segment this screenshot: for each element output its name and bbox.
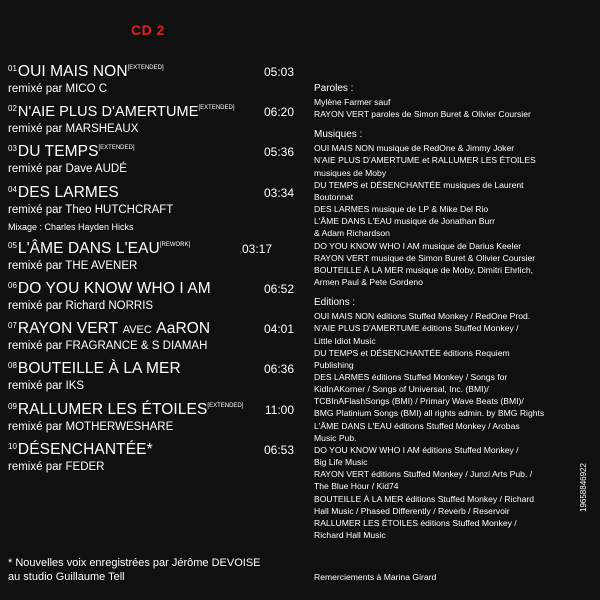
credit-line: Hall Music / Phased Differently / Reverb / Reservoir [314, 505, 510, 516]
credit-line: OUI MAIS NON éditions Stuffed Monkey / RedOne Prod. [314, 311, 531, 322]
credit-line: N'AIE PLUS D'AMERTUME et RALLUMER LES ÉTOILES [314, 155, 536, 166]
credit-line: Boutonnat [314, 191, 354, 202]
credit-line: L'ÂME DANS L'EAU musique de Jonathan Burr [314, 216, 495, 227]
track-remixer: remixé par MOTHERWESHARE [8, 420, 174, 433]
track-title: DO YOU KNOW WHO I AM [17, 279, 211, 297]
track-item [8, 102, 298, 137]
musiques-heading: Musiques : [314, 129, 363, 141]
track-remixer: remixé par MARSHEAUX [8, 123, 139, 136]
credit-line: Richard Hall Music [314, 530, 386, 540]
credit-line: DES LARMES éditions Stuffed Monkey / Songs for [314, 371, 508, 382]
track-title: DES LARMES [17, 183, 119, 201]
track-title: DU TEMPS [17, 143, 99, 161]
track-number: 02 [8, 104, 17, 114]
track-mixing-credit: Mixage : Charles Hayden Hicks [8, 221, 134, 232]
credit-line: RALLUMER LES ÉTOILES éditions Stuffed Monkey / [314, 517, 517, 528]
track-item [8, 62, 298, 97]
credit-line: DO YOU KNOW WHO I AM musique de Darius Keeler [314, 240, 522, 251]
track-number: 04 [8, 184, 17, 194]
credit-line: BMG Platinium Songs (BMI) all rights admin. by BMG Rights [314, 408, 545, 419]
track-title: BOUTEILLE À LA MER [17, 360, 181, 378]
credit-line: RAYON VERT paroles de Simon Buret & Olivier Coursier [314, 109, 531, 120]
track-tag: [EXTENDED] [198, 105, 235, 112]
track-item [8, 142, 298, 177]
track-duration: 06:36 [263, 362, 294, 377]
track-title: RALLUMER LES ÉTOILES [17, 400, 208, 418]
track-duration: 04:01 [263, 322, 294, 337]
credit-line: Music Pub. [314, 432, 357, 443]
track-item [8, 319, 298, 354]
thanks-line: Remerciements à Marina Girard [314, 572, 437, 582]
footnote-line: au studio Guillaume Tell [8, 571, 125, 583]
track-remixer: remixé par MICO C [8, 83, 108, 95]
credit-line: DES LARMES musique de LP & Mike Del Rio [314, 204, 489, 215]
track-tag: [EXTENDED] [127, 65, 164, 71]
credit-line: RAYON VERT éditions Stuffed Monkey / Junzi Arts Pub. / [314, 469, 533, 480]
track-duration: 03:17 [241, 241, 272, 256]
catalog-number: 19658846922 [579, 463, 588, 512]
track-remixer: remixé par THE AVENER [8, 259, 138, 272]
track-title: RAYON VERT [17, 320, 119, 338]
footnote-line: * Nouvelles voix enregistrées par Jérôme DEVOISE [8, 557, 261, 569]
track-number: 07 [8, 321, 17, 331]
track-remixer: remixé par FRAGRANCE & S DIAMAH [8, 340, 208, 353]
credit-line: DU TEMPS et DÉSENCHANTÉE musiques de Laurent [314, 179, 524, 190]
track-item [8, 183, 298, 234]
track-item [8, 359, 298, 394]
credit-line: & Adam Richardson [314, 228, 390, 239]
track-item [8, 400, 298, 435]
credit-line: Mylène Farmer sauf [314, 97, 391, 107]
track-number: 09 [8, 401, 17, 411]
track-title: OUI MAIS NON [17, 63, 128, 80]
track-featuring-artist: AaRON [156, 320, 211, 338]
track-title: DÉSENCHANTÉE* [17, 440, 153, 458]
tracklist [8, 62, 298, 480]
credit-line: musiques de Moby [314, 167, 387, 178]
track-number: 05 [8, 240, 17, 250]
track-tag: [REWORK] [159, 241, 191, 248]
credit-line: BOUTEILLE À LA MER éditions Stuffed Monkey / Richard [314, 493, 535, 504]
track-item [8, 279, 298, 314]
track-tag: [EXTENDED] [207, 402, 244, 409]
track-duration: 03:34 [263, 185, 294, 200]
paroles-heading: Paroles : [314, 83, 354, 94]
track-remixer: remixé par Theo HUTCHCRAFT [8, 203, 174, 216]
credit-line: KidInAKorner / Songs of Universal, Inc. (BMI)/ [314, 384, 489, 395]
track-featuring-word: AVEC [122, 324, 152, 337]
track-item [8, 440, 298, 475]
credit-line: RAYON VERT musique de Simon Buret & Olivier Coursier [314, 252, 536, 263]
credit-line: L'ÂME DANS L'EAU éditions Stuffed Monkey / Arobas [314, 420, 520, 431]
track-duration: 06:52 [263, 281, 294, 296]
editions-heading: Editions : [314, 297, 356, 309]
track-number: 08 [8, 361, 17, 371]
footnote [8, 556, 303, 584]
track-number: 03 [8, 144, 17, 154]
credit-line: The Blue Hour / Kid74 [314, 481, 399, 492]
credit-line: OUI MAIS NON musique de RedOne & Jimmy Joker [314, 143, 515, 154]
track-number: 01 [8, 64, 17, 73]
credits-block [314, 82, 574, 541]
credit-line: DU TEMPS et DÉSENCHANTÉE éditions Requiem [314, 347, 510, 358]
credit-line: Armen Paul & Pete Gordeno [314, 277, 423, 288]
track-duration: 05:03 [263, 65, 294, 79]
track-duration: 05:36 [263, 145, 294, 160]
track-remixer: remixé par Dave AUDÉ [8, 163, 127, 176]
credit-line: Big Life Music [314, 457, 368, 468]
track-number: 10 [8, 441, 17, 451]
credit-line: TCBInAFlashSongs (BMI) / Primary Wave Beats (BMI)/ [314, 396, 524, 407]
track-duration: 06:20 [263, 105, 294, 120]
track-title: L'ÂME DANS L'EAU [17, 239, 160, 257]
track-item [8, 239, 298, 274]
track-duration: 11:00 [264, 402, 294, 417]
cd-label: CD 2 [131, 22, 165, 38]
track-remixer: remixé par Richard NORRIS [8, 299, 154, 312]
credit-line: BOUTEILLE À LA MER musique de Moby, Dimitri Ehrlich, [314, 264, 534, 275]
credit-line: Little Idiot Music [314, 335, 376, 346]
track-number: 06 [8, 280, 17, 290]
track-remixer: remixé par IKS [8, 380, 85, 393]
credit-line: N'AIE PLUS D'AMERTUME éditions Stuffed Monkey / [314, 323, 519, 334]
credit-line: Publishing [314, 359, 354, 370]
track-title: N'AIE PLUS D'AMERTUME [17, 104, 199, 121]
credit-line: DO YOU KNOW WHO I AM éditions Stuffed Monkey / [314, 444, 519, 455]
track-tag: [EXTENDED] [98, 145, 135, 152]
track-duration: 06:53 [263, 442, 294, 457]
track-remixer: remixé par FEDER [8, 460, 105, 473]
